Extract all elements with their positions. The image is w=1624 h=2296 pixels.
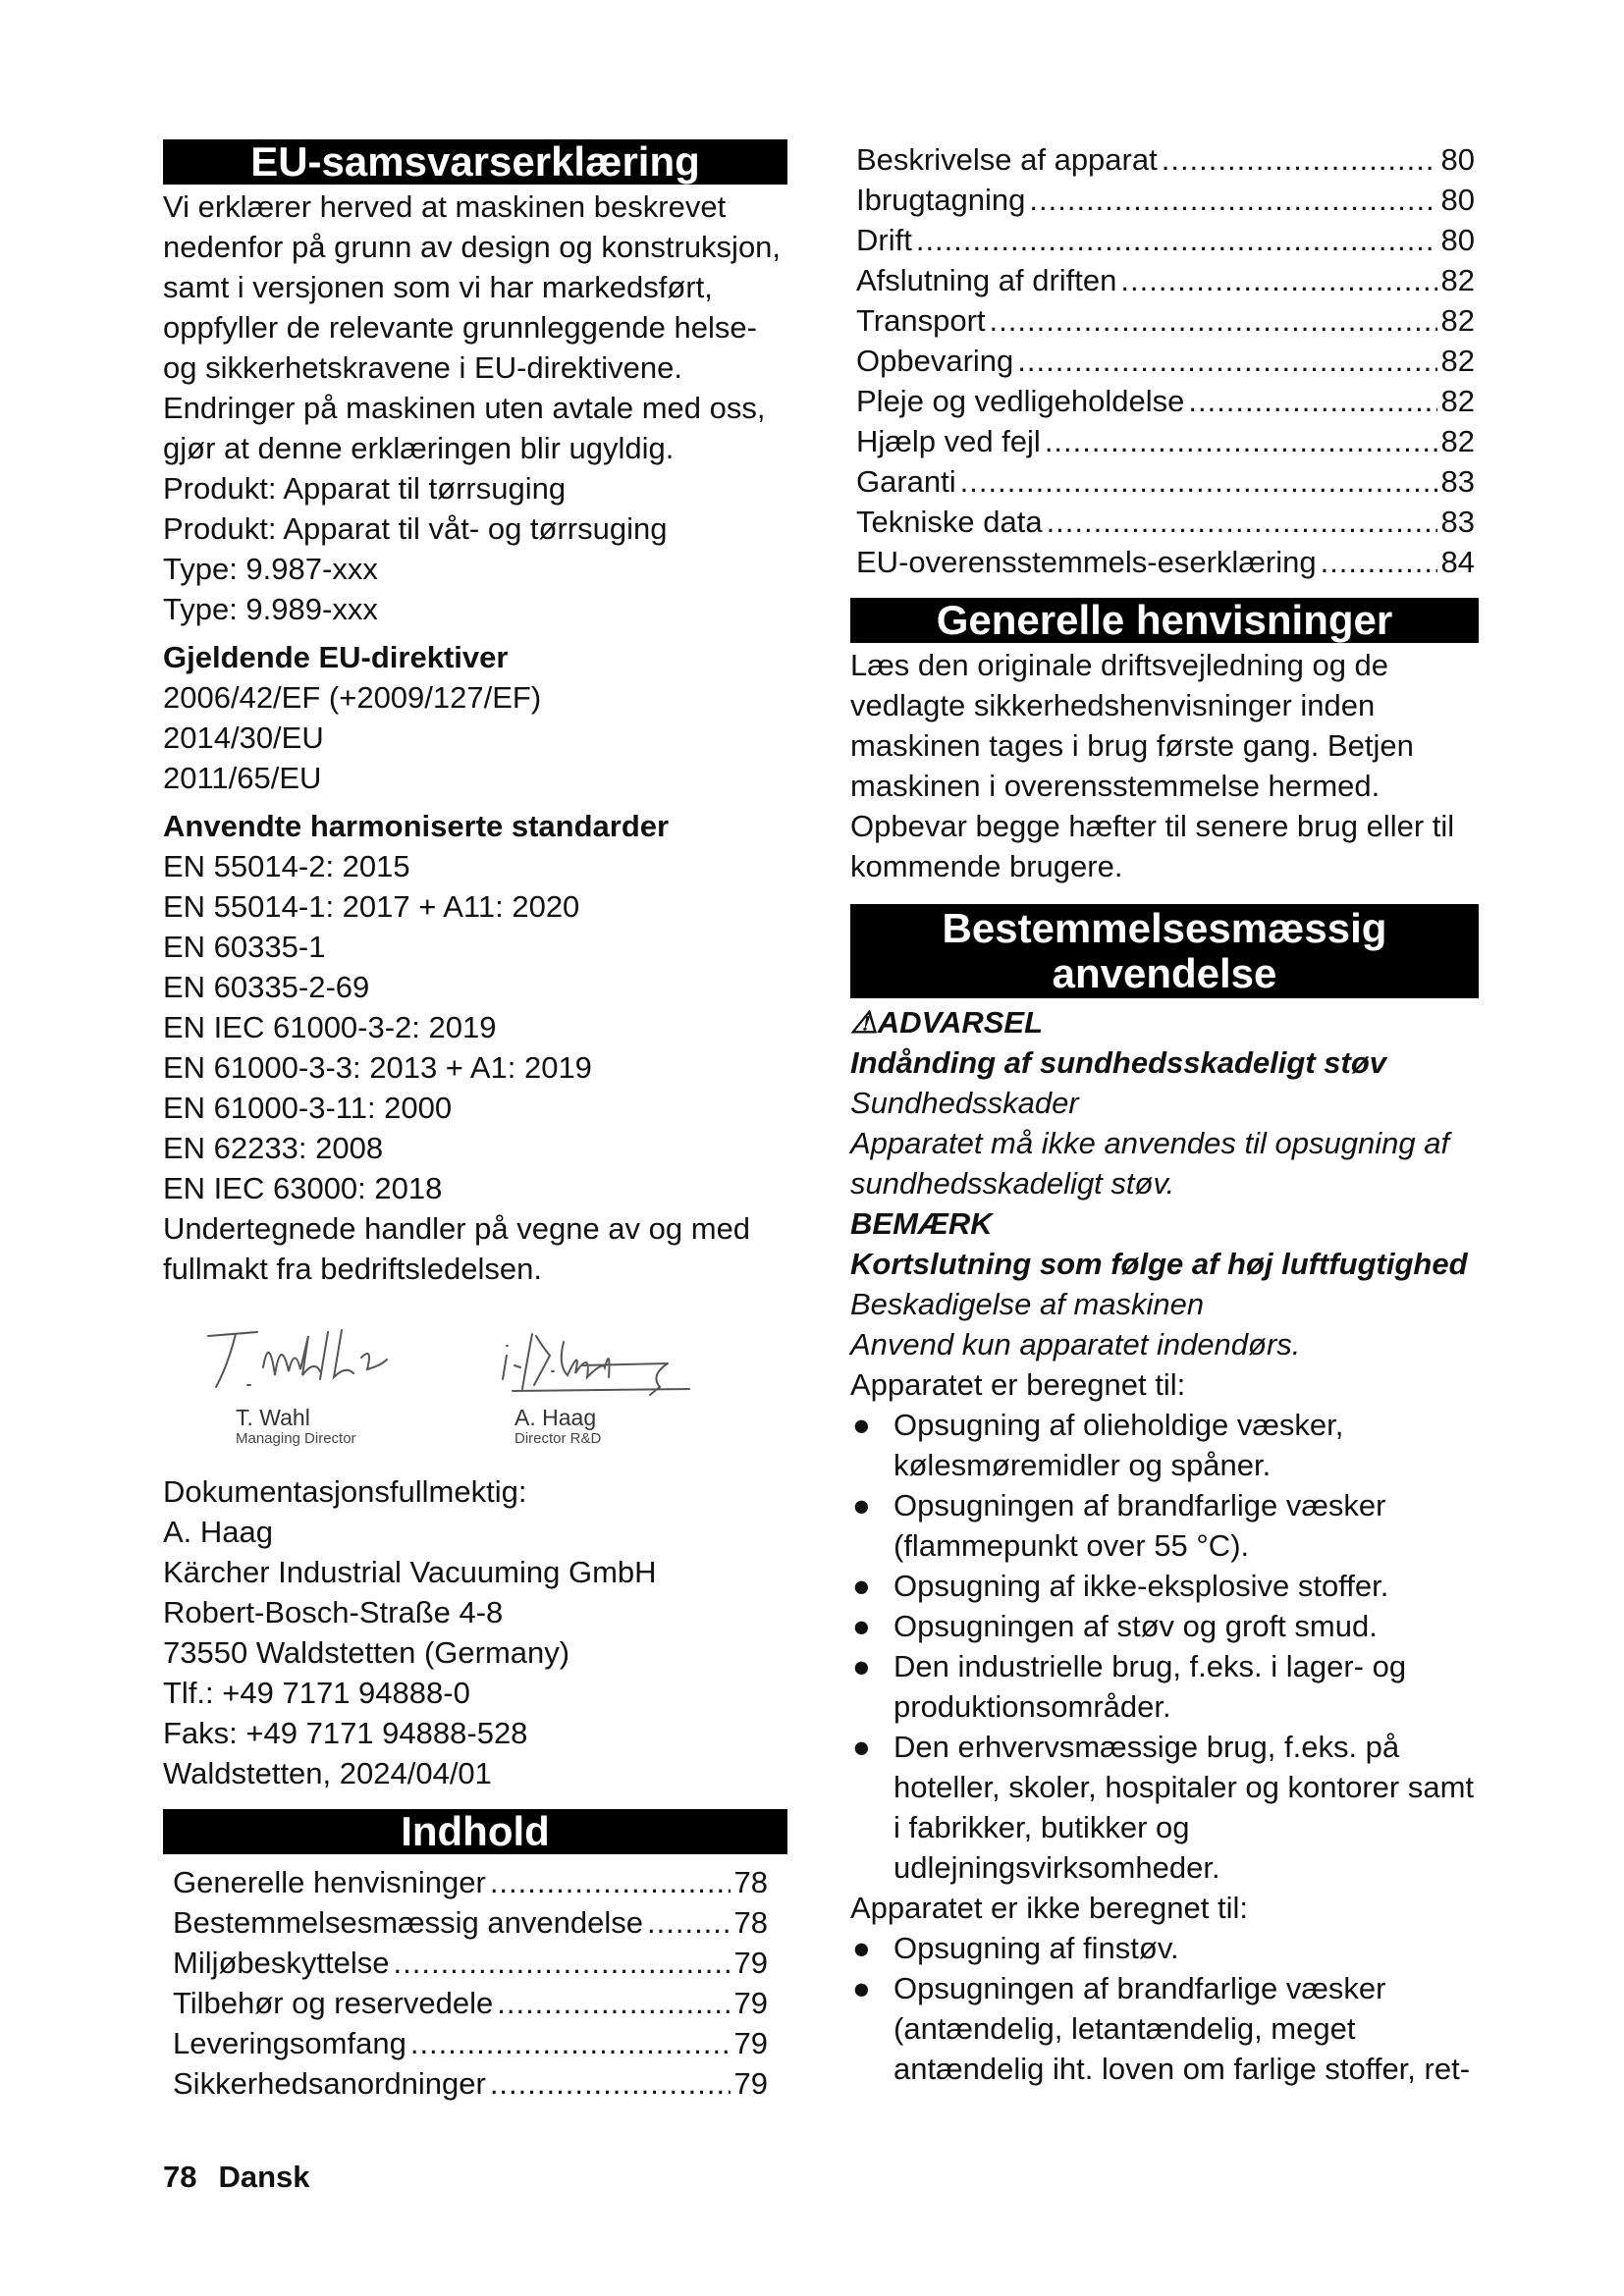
list-item-text: Den erhvervsmæssige brug, f.eks. på hoteller, skoler, hospitaler og kontorer samt i fabrikker, butikker og udlejningsvirksomheder. [893,1730,1475,1885]
directives-heading: Gjeldende EU-direktiver [163,640,509,674]
note-label: BEMÆRK [850,1206,993,1241]
bullet-icon: ● [852,1931,871,1965]
directive-item: 2014/30/EU [163,721,324,755]
documentation-contact [163,1471,787,1793]
warning-effect: Sundhedsskader [850,1086,1079,1120]
list-item-text: Den industrielle brug, f.eks. i lager- og produktionsområder. [893,1649,1407,1724]
signatory-role: Director R&D [514,1430,602,1447]
toc-entry[interactable] [173,1983,768,2023]
toc-title: Leveringsomfang [173,2026,406,2060]
note-action: Anvend kun apparatet indendørs. [850,1327,1301,1362]
list-item-text: Opsugningen af støv og groft smud. [893,1609,1378,1643]
list-item [850,1405,1479,1485]
toc-leader [410,2023,731,2063]
list-item-text: Opsugning af ikke-eksplosive stoffer. [893,1569,1389,1603]
directives-list [163,677,787,798]
toc-entry[interactable] [856,341,1475,381]
toc-leader [490,2063,731,2104]
standard-item: EN 61000-3-3: 2013 + A1: 2019 [163,1050,592,1085]
toc-title: Hjælp ved fejl [856,424,1041,458]
general-heading: Generelle henvisninger [850,598,1479,643]
signature-block [163,1307,787,1464]
toc-leader [1120,260,1436,300]
not-intended-intro: Apparatet er ikke beregnet til: [850,1891,1248,1925]
doc-line: Waldstetten, 2024/04/01 [163,1756,492,1790]
bullet-icon: ● [852,1609,871,1643]
toc-entry[interactable] [856,542,1475,582]
toc-page: 82 [1440,384,1475,418]
intended-intro: Apparatet er beregnet til: [850,1367,1186,1402]
standard-item: EN 62233: 2008 [163,1131,384,1165]
toc-title: Miljøbeskyttelse [173,1946,390,1980]
toc-title: Tekniske data [856,505,1043,539]
toc-entry[interactable] [856,260,1475,300]
toc-page: 78 [733,1865,768,1899]
toc-leader [916,220,1437,260]
standard-item: EN 60335-2-69 [163,970,370,1004]
intended-use-heading-line: Bestemmelsesmæssig [942,905,1387,951]
not-intended-list [850,1928,1479,2089]
toc-title: Drift [856,223,912,257]
toc-page: 80 [1440,142,1475,177]
standards-heading: Anvendte harmoniserte standarder [163,809,670,843]
toc-title: Beskrivelse af apparat [856,142,1158,177]
toc-entry[interactable] [856,421,1475,461]
standard-item: EN IEC 63000: 2018 [163,1171,443,1205]
toc-entry[interactable] [856,381,1475,421]
toc-entry[interactable] [173,2023,768,2063]
note-title: Kortslutning som følge af høj luftfugtighed [850,1247,1468,1281]
bullet-icon: ● [852,1569,871,1603]
toc-page: 82 [1440,303,1475,338]
intended-use-heading-line: anvendelse [1052,950,1277,996]
list-item-text: Opsugningen af brandfarlige væsker (flammepunkt over 55 °C). [893,1488,1386,1563]
standard-item: EN 60335-1 [163,930,326,964]
list-item [850,1646,1479,1727]
directive-item: 2006/42/EF (+2009/127/EF) [163,680,542,715]
bullet-icon: ● [852,1649,871,1683]
toc-page: 80 [1440,223,1475,257]
toc-leader [1045,421,1437,461]
list-item [850,1928,1479,1968]
doc-line: Faks: +49 7171 94888-528 [163,1716,528,1750]
doc-line: 73550 Waldstetten (Germany) [163,1635,570,1670]
toc-page: 79 [733,1946,768,1980]
toc-entry[interactable] [173,1862,768,1902]
toc-title: Afslutning af driften [856,263,1117,297]
toc-page: 78 [733,1905,768,1940]
toc-title: Transport [856,303,986,338]
bullet-icon: ● [852,1488,871,1522]
toc-title: Opbevaring [856,344,1014,378]
toc-leader [490,1862,731,1902]
contents-list [163,1862,787,2104]
list-item-text: Opsugningen af brandfarlige væsker (antændelig, letantændelig, meget antændelig iht. loven om farlige stoffer, ret- [893,1971,1471,2086]
contents-continued [850,139,1479,582]
list-item [850,1968,1479,2089]
toc-title: EU-overensstemmels-eserklæring [856,545,1317,579]
contents-heading: Indhold [163,1809,787,1854]
toc-title: Generelle henvisninger [173,1865,486,1899]
toc-entry[interactable] [856,220,1475,260]
signatory-haag [493,1307,709,1448]
toc-page: 79 [733,2066,768,2101]
directive-item: 2011/65/EU [163,761,322,795]
toc-leader [1321,542,1437,582]
product-lines [163,468,787,629]
doc-line: Kärcher Industrial Vacuuming GmbH [163,1555,657,1589]
toc-page: 79 [733,1986,768,2020]
toc-entry[interactable] [173,1943,768,1983]
left-column [163,139,787,2104]
doc-line: Robert-Bosch-Straße 4-8 [163,1595,504,1629]
warning-label: ⚠ADVARSEL [850,1005,1044,1040]
signature-wahl-image [198,1307,424,1405]
signatory-wahl [198,1307,424,1448]
toc-leader [1188,381,1436,421]
toc-entry[interactable] [856,139,1475,180]
toc-entry[interactable] [856,300,1475,341]
toc-title: Ibrugtagning [856,183,1026,217]
toc-title: Pleje og vedligeholdelse [856,384,1185,418]
declaration-paragraph: Vi erklærer herved at maskinen beskrevet nedenfor på grunn av design og konstruksjon, samt i versjonen som vi har markedsført, oppfyller de relevante grunnleggende helse- og sikkerhetskravene i EU-direktivene. Endringer på maskinen uten avtale med oss, gjør at denne erklæringen blir ugyldig. [163,189,782,465]
toc-leader [1029,180,1436,220]
intended-list [850,1405,1479,1888]
doc-line: Dokumentasjonsfullmektig: [163,1474,527,1509]
list-item [850,1566,1479,1606]
warning-title: Indånding af sundhedsskadeligt støv [850,1045,1387,1080]
doc-line: Tlf.: +49 7171 94888-0 [163,1676,470,1710]
toc-leader [1017,341,1436,381]
page-footer [163,2160,332,2195]
toc-entry[interactable] [856,180,1475,220]
bullet-icon: ● [852,1971,871,2005]
toc-leader [497,1983,730,2023]
product-line: Type: 9.987-xxx [163,552,378,586]
declaration-heading: EU-samsvarserklæring [163,139,787,185]
toc-page: 84 [1440,545,1475,579]
toc-page: 82 [1440,344,1475,378]
list-item-text: Opsugning af finstøv. [893,1931,1179,1965]
warning-action: Apparatet må ikke anvendes til opsugning af sundhedsskadeligt støv. [850,1126,1450,1201]
bullet-icon: ● [852,1408,871,1442]
standard-item: EN 61000-3-11: 2000 [163,1091,453,1125]
standard-item: EN 55014-2: 2015 [163,849,410,883]
toc-title: Bestemmelsesmæssig anvendelse [173,1905,643,1940]
general-paragraph: Læs den originale driftsvejledning og de vedlagte sikkerhedshenvisninger inden maskinen tages i brug første gang. Betjen maskinen i overensstemmelse hermed. Opbevar begge hæfter til senere brug eller til kommende brugere. [850,648,1455,883]
list-item [850,1485,1479,1566]
product-line: Produkt: Apparat til tørrsuging [163,471,567,506]
toc-leader [394,1943,731,1983]
doc-line: A. Haag [163,1515,274,1549]
footer-language: Dansk [218,2160,310,2194]
right-column [850,139,1479,2089]
toc-page: 79 [733,2026,768,2060]
standard-item: EN 55014-1: 2017 + A11: 2020 [163,889,580,924]
signatory-name: A. Haag [514,1405,597,1430]
intended-use-heading [850,904,1479,998]
product-line: Type: 9.989-xxx [163,592,378,626]
signed-text: Undertegnede handler på vegne av og med fullmakt fra bedriftsledelsen. [163,1211,751,1286]
toc-entry[interactable] [173,2063,768,2104]
toc-page: 82 [1440,424,1475,458]
bullet-icon: ● [852,1730,871,1764]
page-number: 78 [163,2160,197,2194]
toc-title: Garanti [856,464,956,499]
toc-leader [990,300,1437,341]
toc-page: 83 [1440,505,1475,539]
product-line: Produkt: Apparat til våt- og tørrsuging [163,511,668,546]
toc-title: Tilbehør og reservedele [173,1986,494,2020]
toc-page: 83 [1440,464,1475,499]
toc-leader [960,461,1437,502]
signatory-role: Managing Director [236,1430,356,1447]
toc-page: 82 [1440,263,1475,297]
list-item-text: Opsugning af olieholdige væsker, kølesmøremidler og spåner. [893,1408,1344,1482]
signature-haag-image [493,1307,709,1405]
list-item [850,1606,1479,1646]
toc-entry[interactable] [856,461,1475,502]
list-item [850,1727,1479,1888]
standard-item: EN IEC 61000-3-2: 2019 [163,1010,497,1044]
standards-list [163,846,787,1208]
toc-leader [1047,502,1437,542]
toc-entry[interactable] [173,1902,768,1943]
toc-leader [647,1902,731,1943]
signatory-name: T. Wahl [236,1405,310,1430]
toc-title: Sikkerhedsanordninger [173,2066,486,2101]
toc-leader [1162,139,1437,180]
toc-entry[interactable] [856,502,1475,542]
toc-page: 80 [1440,183,1475,217]
note-effect: Beskadigelse af maskinen [850,1287,1205,1321]
